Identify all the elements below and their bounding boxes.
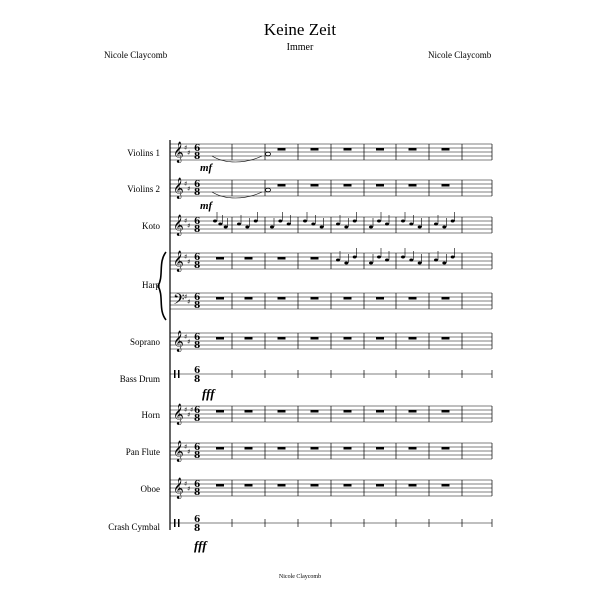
page-footer: Nicole Claycomb xyxy=(278,574,322,580)
sharp-icon: ♯ xyxy=(187,149,191,157)
clef-icon: 𝄞 xyxy=(173,142,184,163)
score-subtitle: Immer xyxy=(286,42,314,53)
time-signature-bottom: 8 xyxy=(194,225,201,235)
sharp-icon: ♯ xyxy=(187,485,191,493)
note-mark xyxy=(377,220,381,223)
sharp-icon: ♯ xyxy=(184,253,188,261)
clef-icon: 𝄞 xyxy=(173,441,184,462)
sharp-icon: ♯ xyxy=(184,180,188,188)
instrument-label-pan-flute: Pan Flute xyxy=(125,447,160,457)
staff-10 xyxy=(170,515,492,534)
rest-mark xyxy=(278,148,286,151)
rest-mark xyxy=(344,447,352,450)
rest-mark xyxy=(409,410,417,413)
time-signature-top: 6 xyxy=(194,180,201,190)
staff-2 xyxy=(170,212,492,236)
staff-3 xyxy=(170,248,492,272)
dynamic-violins-1: mf xyxy=(200,162,213,174)
rest-mark xyxy=(442,337,450,340)
rest-mark xyxy=(278,484,286,487)
rest-mark xyxy=(376,184,384,187)
note-mark xyxy=(451,256,455,259)
instrument-label-violins-2: Violins 2 xyxy=(127,184,160,194)
tie-mark xyxy=(212,192,262,198)
note-mark xyxy=(418,262,422,265)
note-mark xyxy=(418,226,422,229)
note-mark xyxy=(336,259,340,262)
rest-mark xyxy=(442,484,450,487)
time-signature-bottom: 8 xyxy=(194,414,201,424)
rest-mark xyxy=(311,447,319,450)
sharp-icon: ♯ xyxy=(184,443,188,451)
rest-mark xyxy=(344,337,352,340)
rest-mark xyxy=(442,410,450,413)
note-mark xyxy=(278,220,282,223)
note-mark xyxy=(409,259,413,262)
rest-mark xyxy=(245,410,253,413)
instrument-label-oboe: Oboe xyxy=(140,484,160,494)
clef-icon: 𝄢 xyxy=(173,291,185,312)
dynamic-crash-cymbal: fff xyxy=(194,538,207,553)
rest-mark xyxy=(409,337,417,340)
note-mark xyxy=(287,223,291,226)
note-mark xyxy=(344,226,348,229)
rest-mark xyxy=(278,297,286,300)
note-mark xyxy=(369,262,373,265)
rest-mark xyxy=(216,447,224,450)
time-signature-top: 6 xyxy=(194,480,201,490)
rest-mark xyxy=(344,184,352,187)
time-signature-bottom: 8 xyxy=(194,152,201,162)
rest-mark xyxy=(311,297,319,300)
score-title: Keine Zeit xyxy=(263,20,337,39)
note-mark xyxy=(213,220,217,223)
time-signature-bottom: 8 xyxy=(194,488,201,498)
note-mark xyxy=(237,223,241,226)
note-mark xyxy=(442,226,446,229)
rest-mark xyxy=(376,297,384,300)
time-signature-bottom: 8 xyxy=(194,451,201,461)
rest-mark xyxy=(245,484,253,487)
rest-mark xyxy=(245,337,253,340)
sharp-icon: ♯ xyxy=(187,411,191,419)
instrument-label-bass-drum: Bass Drum xyxy=(119,374,160,384)
staff-5 xyxy=(170,331,492,352)
sharp-icon: ♯ xyxy=(187,185,191,193)
percussion-clef-icon xyxy=(174,519,176,527)
sharp-icon: ♯ xyxy=(184,406,188,414)
note-mark xyxy=(377,256,381,259)
rest-mark xyxy=(245,257,253,260)
rest-mark xyxy=(278,184,286,187)
rest-mark xyxy=(311,148,319,151)
time-signature-bottom: 8 xyxy=(194,524,201,534)
staff-0 xyxy=(170,142,492,163)
clef-icon: 𝄞 xyxy=(173,215,184,236)
sharp-icon: ♯ xyxy=(187,298,191,306)
staff-8 xyxy=(170,441,492,462)
note-mark xyxy=(409,223,413,226)
note-mark xyxy=(369,226,373,229)
rest-mark xyxy=(376,447,384,450)
rest-mark xyxy=(245,447,253,450)
rest-mark xyxy=(311,184,319,187)
time-signature-top: 6 xyxy=(194,515,201,525)
rest-mark xyxy=(409,148,417,151)
rest-mark xyxy=(311,484,319,487)
note-mark xyxy=(401,256,405,259)
staff-1 xyxy=(170,178,492,199)
rest-mark xyxy=(376,148,384,151)
rest-mark xyxy=(344,410,352,413)
instrument-label-violins-1: Violins 1 xyxy=(127,148,160,158)
note-mark xyxy=(224,226,228,229)
time-signature-top: 6 xyxy=(194,253,201,263)
rest-mark xyxy=(442,184,450,187)
staff-4 xyxy=(170,291,492,312)
time-signature-bottom: 8 xyxy=(194,188,201,198)
time-signature-top: 6 xyxy=(194,443,201,453)
rest-mark xyxy=(376,484,384,487)
sharp-icon: ♯ xyxy=(187,448,191,456)
instrument-label-koto: Koto xyxy=(142,221,160,231)
time-signature-bottom: 8 xyxy=(194,261,201,271)
clef-icon: 𝄞 xyxy=(173,478,184,499)
sharp-icon: ♯ xyxy=(187,222,191,230)
rest-mark xyxy=(278,447,286,450)
rest-mark xyxy=(344,484,352,487)
rest-mark xyxy=(409,297,417,300)
note-mark xyxy=(254,220,258,223)
note-mark xyxy=(320,226,324,229)
rest-mark xyxy=(216,297,224,300)
rest-mark xyxy=(344,148,352,151)
note-mark xyxy=(434,223,438,226)
sharp-icon: ♯ xyxy=(184,480,188,488)
note-mark xyxy=(353,256,357,259)
clef-icon: 𝄞 xyxy=(173,331,184,352)
note-mark xyxy=(385,259,389,262)
time-signature-top: 6 xyxy=(194,333,201,343)
percussion-clef-icon xyxy=(174,370,176,378)
note-mark xyxy=(266,152,271,156)
rest-mark xyxy=(245,297,253,300)
clef-icon: 𝄞 xyxy=(173,178,184,199)
time-signature-bottom: 8 xyxy=(194,301,201,311)
time-signature-bottom: 8 xyxy=(194,375,201,385)
time-signature-top: 6 xyxy=(194,366,201,376)
sharp-icon: ♯ xyxy=(187,338,191,346)
rest-mark xyxy=(216,257,224,260)
instrument-label-harp: Harp xyxy=(142,280,160,290)
time-signature-top: 6 xyxy=(194,144,201,154)
note-mark xyxy=(434,259,438,262)
rest-mark xyxy=(311,410,319,413)
staff-6 xyxy=(170,366,492,385)
rest-mark xyxy=(344,297,352,300)
dynamic-bass-drum: fff xyxy=(202,386,215,401)
note-mark xyxy=(311,223,315,226)
note-mark xyxy=(270,226,274,229)
rest-mark xyxy=(216,484,224,487)
note-mark xyxy=(218,223,222,226)
note-mark xyxy=(442,262,446,265)
note-mark xyxy=(385,223,389,226)
rest-mark xyxy=(216,337,224,340)
rest-mark xyxy=(442,297,450,300)
rest-mark xyxy=(409,447,417,450)
rest-mark xyxy=(376,410,384,413)
time-signature-top: 6 xyxy=(194,217,201,227)
rest-mark xyxy=(442,148,450,151)
tie-mark xyxy=(212,156,262,162)
dynamic-violins-2: mf xyxy=(200,200,213,212)
harp-brace xyxy=(158,252,166,320)
rest-mark xyxy=(278,257,286,260)
sharp-icon: ♯ xyxy=(184,293,188,301)
rest-mark xyxy=(409,184,417,187)
instrument-label-horn: Horn xyxy=(141,410,160,420)
note-mark xyxy=(303,220,307,223)
rest-mark xyxy=(442,447,450,450)
time-signature-top: 6 xyxy=(194,406,201,416)
rest-mark xyxy=(216,410,224,413)
rest-mark xyxy=(311,257,319,260)
note-mark xyxy=(336,223,340,226)
staff-9 xyxy=(170,478,492,499)
note-mark xyxy=(451,220,455,223)
time-signature-bottom: 8 xyxy=(194,341,201,351)
staff-7 xyxy=(170,404,492,425)
clef-icon: 𝄞 xyxy=(173,404,184,425)
time-signature-top: 6 xyxy=(194,293,201,303)
sharp-icon: ♯ xyxy=(187,258,191,266)
note-mark xyxy=(401,220,405,223)
composer-left: Nicole Claycomb xyxy=(104,50,168,60)
instrument-label-crash-cymbal: Crash Cymbal xyxy=(108,522,160,532)
note-mark xyxy=(353,220,357,223)
rest-mark xyxy=(278,337,286,340)
instrument-label-soprano: Soprano xyxy=(130,337,160,347)
composer-right: Nicole Claycomb xyxy=(428,50,492,60)
note-mark xyxy=(266,188,271,192)
clef-icon: 𝄞 xyxy=(173,251,184,272)
sharp-icon: ♯ xyxy=(184,144,188,152)
rest-mark xyxy=(376,337,384,340)
rest-mark xyxy=(311,337,319,340)
sharp-icon: ♯ xyxy=(190,406,194,414)
sharp-icon: ♯ xyxy=(184,333,188,341)
sharp-icon: ♯ xyxy=(184,217,188,225)
rest-mark xyxy=(278,410,286,413)
rest-mark xyxy=(409,484,417,487)
note-mark xyxy=(344,262,348,265)
note-mark xyxy=(245,226,249,229)
